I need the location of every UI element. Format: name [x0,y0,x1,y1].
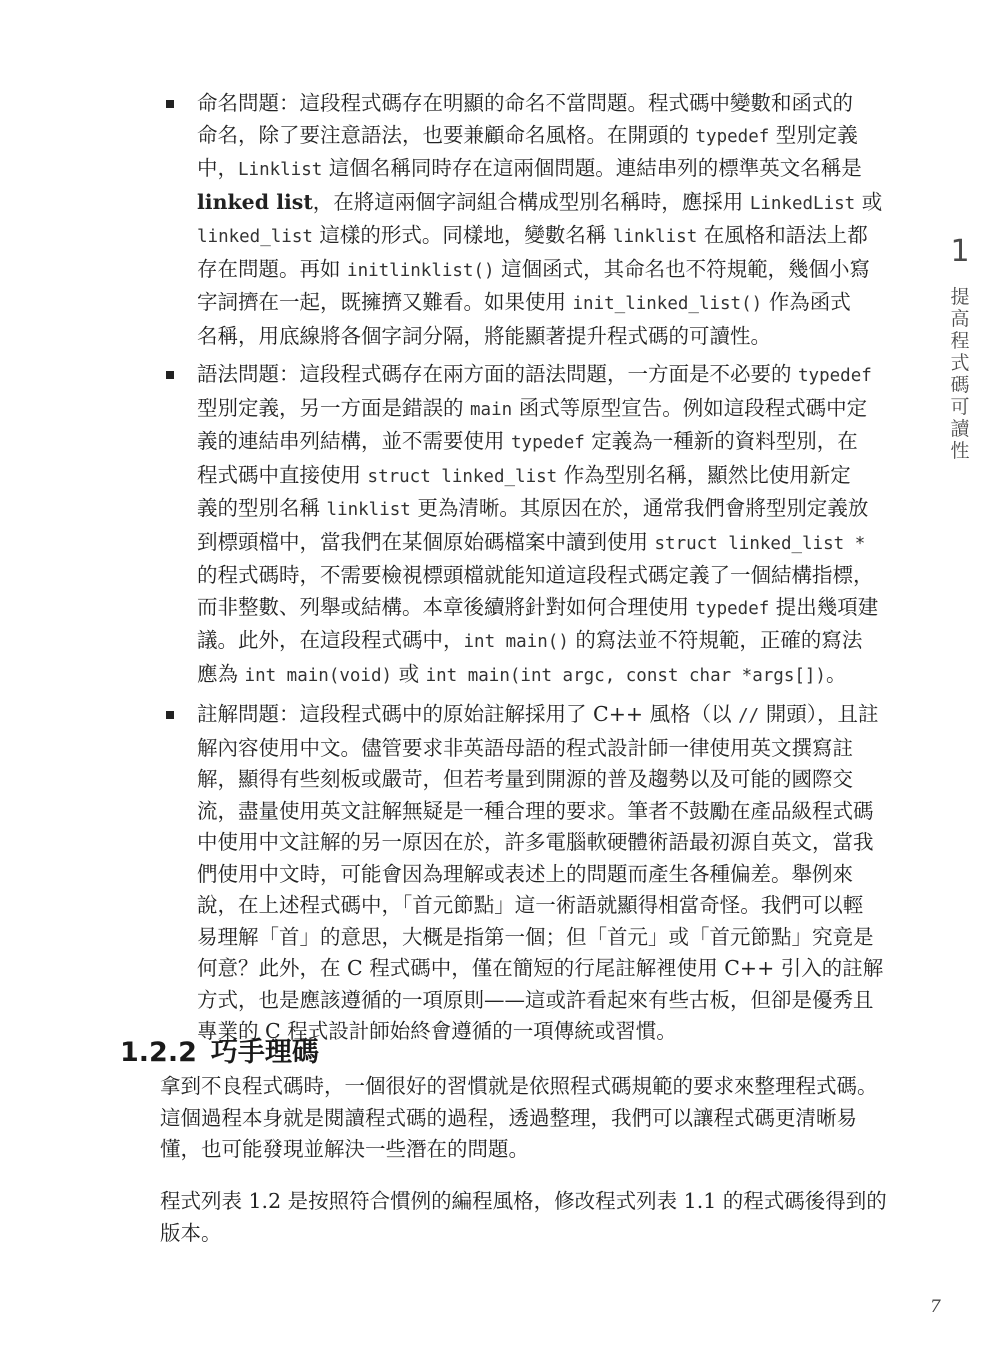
text-run: 的寫法並不符規範，正確的寫法 [568,628,863,652]
text-run: ，在將這兩個字詞組合構成型別名稱時，應採用 [312,189,750,214]
text-line [197,426,915,460]
text-run: 而非整數、列舉或結構。本章後續將針對如何合理使用 [197,594,696,619]
text-run: 這個函式，其命名也不符規範，幾個小寫 [494,256,871,281]
text-run: 。 [825,661,847,686]
text-line [197,527,915,561]
text-run: 作為函式 [762,290,851,314]
text-line [197,287,915,321]
inline-code: linklist [326,500,411,520]
inline-code: int main(int argc, const char *args[]) [425,665,826,686]
text-run: 字詞擠在一起，既擁擠又難看。如果使用 [197,290,573,314]
text-run: 這個過程本身就是閱讀程式碼的過程，透過整理，我們可以讓程式碼更清晰易 [160,1105,857,1130]
text-run: 語法問題：這段程式碼存在兩方面的語法問題，一方面是不必要的 [197,362,799,386]
inline-code: int main() [463,632,569,652]
inline-code: linked_list [197,227,313,247]
text-line [197,560,915,592]
text-line [197,359,915,393]
chapter-number: 1 [950,234,970,269]
text-line [197,460,915,494]
text-run: 懂，也可能發現並解決一些潛在的問題。 [160,1137,529,1161]
inline-code: main [470,399,513,420]
inline-code: typedef [695,598,770,619]
text-run: 函式等原型宣告。例如這段程式碼中定 [512,395,868,420]
text-line [197,699,915,733]
inline-code: typedef [695,126,770,147]
text-run: 程式碼中直接使用 [197,462,368,487]
section-heading [120,1030,319,1069]
text-run: 註解問題：這段程式碼中的原始註解採用了 C++ 風格（以 [197,702,739,726]
text-run: 這樣的形式。同樣地，變數名稱 [312,223,613,247]
text-line [197,985,915,1017]
text-line [197,321,915,353]
text-run: 型別定義，另一方面是錯誤的 [197,395,471,420]
bullet-marker-icon [166,100,174,108]
text-run: 解內容使用中文。儘管要求非英語母語的程式設計師一律使用英文撰寫註 [197,735,853,760]
bullet-marker-icon [166,371,174,379]
inline-code: LinkedList [749,193,856,214]
text-run: 義的連結串列結構，並不需要使用 [197,429,512,453]
text-run: 提出幾項建 [769,594,879,619]
bullet-list [163,88,915,1055]
text-run: 到標頭檔中，當我們在某個原始碼檔案中讀到使用 [197,529,655,554]
bullet-item-naming [163,88,915,352]
text-run: 定義為一種新的資料型別，在 [584,429,858,453]
text-run: 更為清晰。其原因在於，通常我們會將型別定義放 [410,496,869,520]
text-run: 方式，也是應該遵循的一項原則——這或許看起來有些古板，但卻是優秀且 [197,987,874,1012]
text-run: 解，顯得有些刻板或嚴苛，但若考量到開源的普及趨勢以及可能的國際交 [197,767,853,791]
text-line [197,493,915,527]
inline-code: struct linked_list * [654,533,866,554]
text-line [197,890,915,922]
text-run: 易理解「首」的意思，大概是指第一個；但「首元」或「首元節點」究竟是 [197,924,874,949]
text-run: 何意？此外，在 C 程式碼中，僅在簡短的行尾註解裡使用 C++ 引入的註解 [197,956,884,980]
text-run: 中使用中文註解的另一原因在於，許多電腦軟硬體術語最初源自英文，當我 [197,830,874,854]
text-run: 們使用中文時，可能會因為理解或表述上的問題而產生各種偏差。舉例來 [197,861,853,886]
inline-code: init_linked_list() [572,294,763,314]
inline-code: typedef [511,433,585,453]
text-line [197,796,915,828]
bullet-item-comments [163,699,915,1048]
bullet-item-syntax [163,359,915,692]
text-line [197,220,915,254]
text-run: 命名，除了要注意語法，也要兼顧命名風格。在開頭的 [197,122,696,147]
text-line [160,1103,915,1135]
chapter-title: 提 高 程 式 碼 可 讀 性 [950,286,970,462]
text-line [197,859,915,891]
text-line [160,1134,915,1166]
text-run: 這個名稱同時存在這兩個問題。連結串列的標準英文名稱是 [322,156,862,180]
text-run: 流，盡量使用英文註解無疑是一種合理的要求。筆者不鼓勵在產品級程式碼 [197,798,874,823]
text-line [160,1186,915,1218]
text-run: 版本。 [160,1220,222,1245]
text-run: 作為型別名稱，顯然比使用新定 [557,462,851,487]
text-line [197,733,915,765]
text-line [197,827,915,859]
text-run: 或 [392,661,426,686]
text-run: 專業的 C 程式設計師始終會遵循的一項傳統或習慣。 [197,1019,677,1043]
text-line [197,659,915,693]
inline-code: typedef [798,366,872,386]
text-line [197,153,915,187]
inline-code: linklist [612,227,698,247]
chapter-side-tab [940,232,980,462]
body-paragraph [160,1071,915,1166]
bullet-marker-icon [166,711,174,719]
text-line [197,88,915,120]
text-run: 說，在上述程式碼中，「首元節點」這一術語就顯得相當奇怪。我們可以輕 [197,893,864,917]
text-line [197,922,915,954]
inline-code: initlinklist() [347,260,495,281]
section-number: 1.2.2 [120,1037,197,1068]
text-line [160,1071,915,1103]
inline-code: struct linked_list [367,466,558,487]
text-run: 型別定義 [769,122,858,147]
bold-term: linked list [197,189,313,214]
text-line [197,120,915,154]
text-line [197,254,915,288]
text-run: 存在問題。再如 [197,256,348,281]
text-line [197,393,915,427]
section-title: 巧手理碼 [210,1037,319,1068]
body-paragraph [160,1186,915,1249]
text-line [197,764,915,796]
text-run: 應為 [197,661,245,686]
text-run: 或 [855,189,883,214]
text-run: 義的型別名稱 [197,496,327,520]
text-run: 開頭），且註 [759,702,879,726]
text-run: 在風格和語法上都 [697,223,868,247]
text-line [197,187,915,221]
text-line [197,592,915,626]
text-run: 議。此外，在這段程式碼中， [197,628,464,652]
text-run: 拿到不良程式碼時，一個很好的習慣就是依照程式碼規範的要求來整理程式碼。 [160,1074,878,1098]
page-number: 7 [930,1297,941,1317]
inline-code: int main(void) [244,665,393,686]
text-run: 程式列表 1.2 是按照符合慣例的編程風格，修改程式列表 1.1 的程式碼後得到的 [160,1189,887,1213]
text-run: 的程式碼時，不需要檢視標頭檔就能知道這段程式碼定義了一個結構指標， [197,563,874,587]
inline-code: Linklist [238,160,323,180]
text-run: 中， [197,156,238,180]
inline-code: // [738,706,760,726]
text-run: 名稱，用底線將各個字詞分隔，將能顯著提升程式碼的可讀性。 [197,323,771,348]
text-line [197,953,915,985]
text-line [197,625,915,659]
text-line [160,1218,915,1250]
text-run: 命名問題：這段程式碼存在明顯的命名不當問題。程式碼中變數和函式的 [197,91,853,115]
